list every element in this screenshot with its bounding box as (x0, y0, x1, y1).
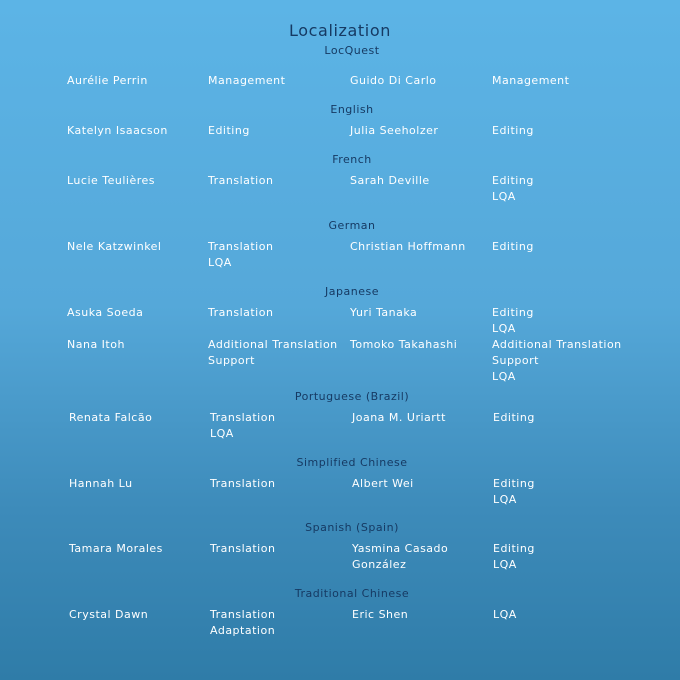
credit-name: Albert Wei (352, 477, 414, 490)
section-title-spanish: Spanish (Spain) (305, 521, 399, 534)
credit-name: Yasmina Casado González (352, 542, 449, 571)
credit-name: Joana M. Uriartt (352, 411, 446, 424)
section-title-traditional-chinese: Traditional Chinese (294, 587, 410, 600)
credit-role: LQA (493, 608, 517, 621)
credit-role: Additional Translation Support LQA (492, 338, 622, 383)
credit-name: Christian Hoffmann (350, 240, 466, 253)
section-title-portuguese: Portuguese (Brazil) (294, 390, 410, 403)
credit-name: Tamara Morales (69, 542, 163, 555)
section-title-simplified-chinese: Simplified Chinese (296, 456, 408, 469)
credit-name: Eric Shen (352, 608, 409, 621)
section-title-french: French (332, 153, 372, 166)
credit-role: Translation Adaptation (210, 608, 276, 637)
credit-role: Editing LQA (493, 477, 535, 506)
credit-name: Yuri Tanaka (350, 306, 418, 319)
credit-role: Editing LQA (492, 174, 534, 203)
credit-role: Editing (492, 124, 534, 137)
credit-name: Crystal Dawn (69, 608, 149, 621)
page-title: Localization (289, 21, 391, 40)
credit-role: Translation (210, 542, 276, 555)
section-title-japanese: Japanese (325, 285, 379, 298)
credit-name: Sarah Deville (350, 174, 430, 187)
credit-role: Additional Translation Support (208, 338, 338, 367)
credit-role: Translation (208, 174, 274, 187)
credit-name: Aurélie Perrin (67, 74, 148, 87)
credit-role: Management (208, 74, 286, 87)
credit-name: Lucie Teulières (67, 174, 156, 187)
credit-role: Translation (208, 306, 274, 319)
section-title-german: German (328, 219, 376, 232)
credit-role: Editing (492, 240, 534, 253)
credit-role: Translation LQA (210, 411, 276, 440)
credit-name: Tomoko Takahashi (350, 338, 458, 351)
credit-role: Translation (210, 477, 276, 490)
credit-role: Editing (493, 411, 535, 424)
credit-role: Editing LQA (492, 306, 534, 335)
credit-name: Julia Seeholzer (350, 124, 439, 137)
credit-name: Nana Itoh (67, 338, 125, 351)
section-title-english: English (330, 103, 374, 116)
credit-role: Management (492, 74, 570, 87)
section-title-locquest: LocQuest (324, 44, 380, 57)
credit-name: Guido Di Carlo (350, 74, 437, 87)
credit-name: Nele Katzwinkel (67, 240, 162, 253)
credit-name: Renata Falcão (69, 411, 153, 424)
credit-role: Editing LQA (493, 542, 535, 571)
credit-name: Hannah Lu (69, 477, 133, 490)
credit-name: Katelyn Isaacson (67, 124, 168, 137)
credit-role: Editing (208, 124, 250, 137)
credit-name: Asuka Soeda (67, 306, 144, 319)
credit-role: Translation LQA (208, 240, 274, 269)
